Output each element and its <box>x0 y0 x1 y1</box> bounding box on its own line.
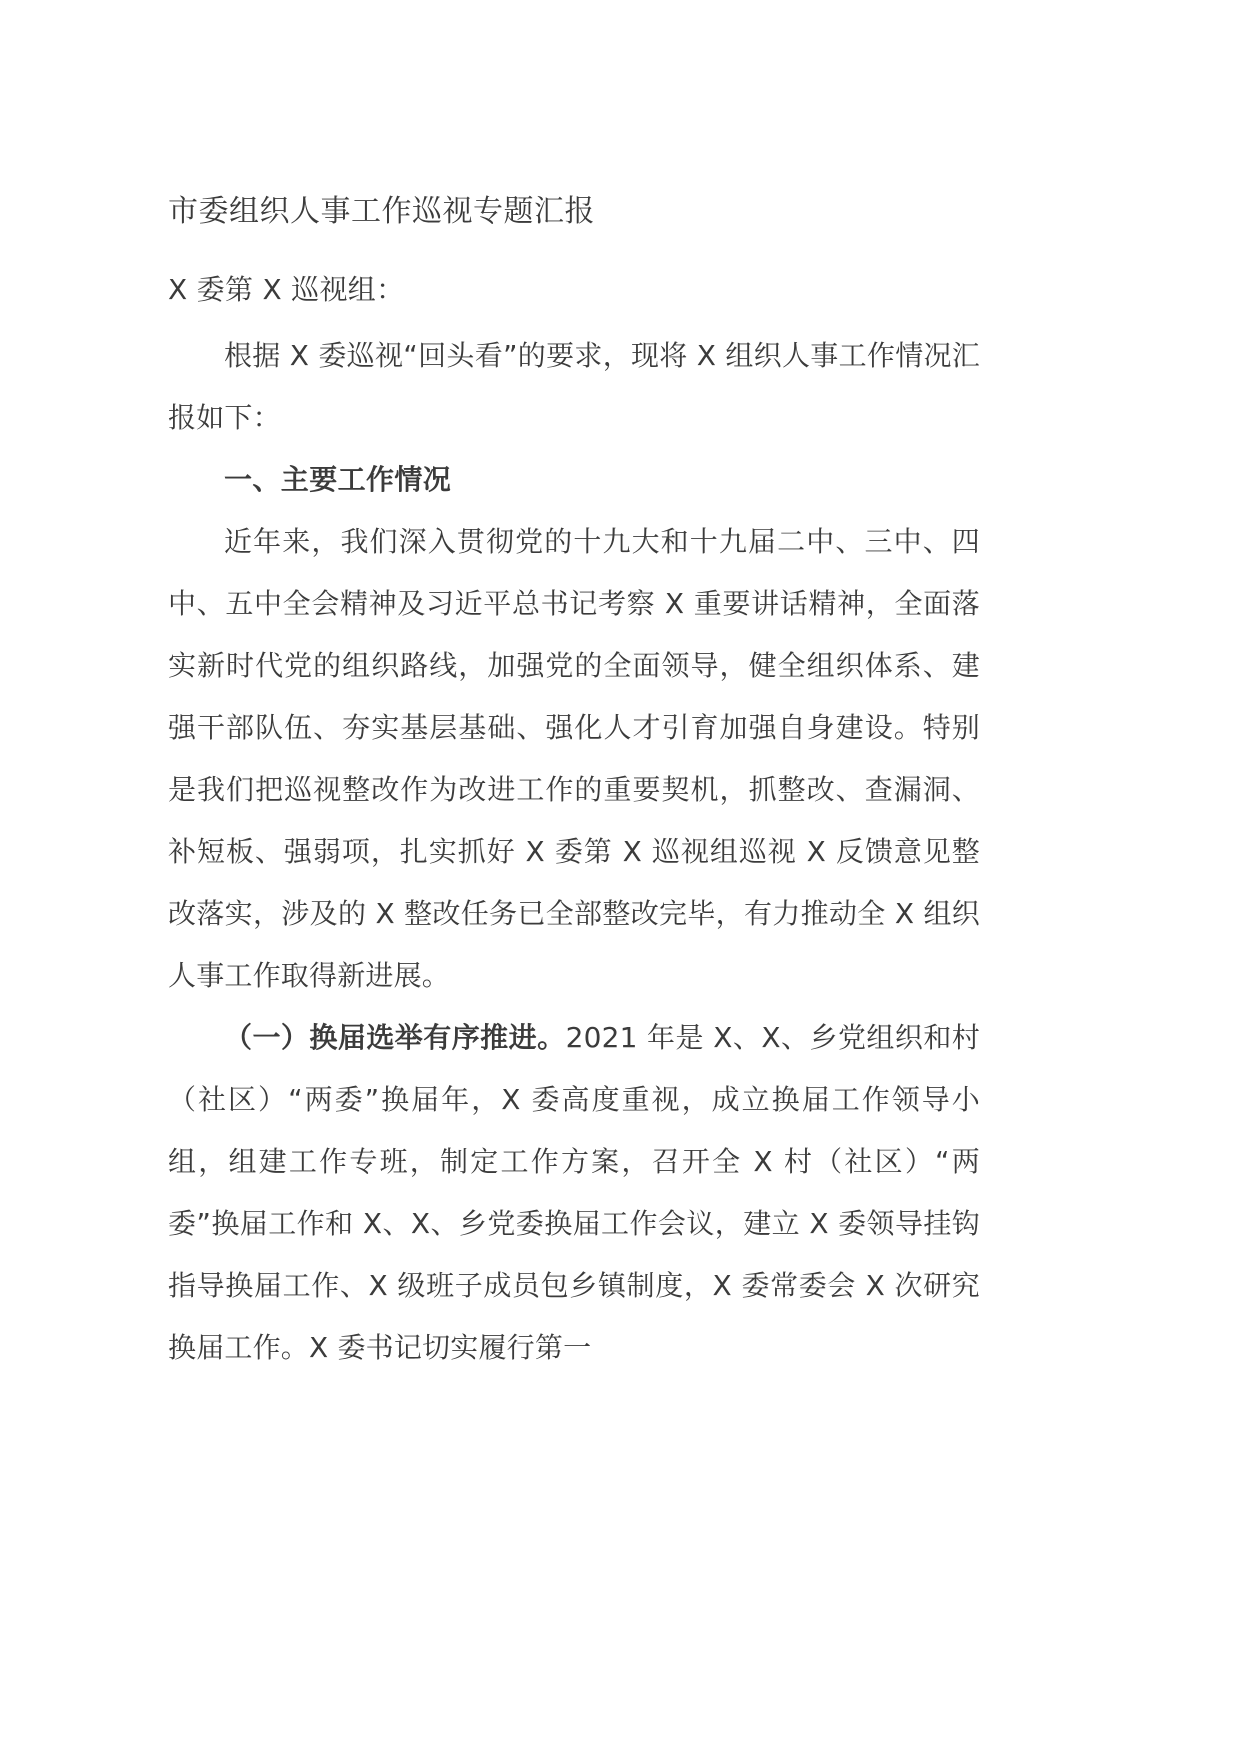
subsection-one-paragraph <box>168 1007 980 1379</box>
intro-paragraph: 根据 X 委巡视“回头看”的要求，现将 X 组织人事工作情况汇报如下： <box>168 339 980 434</box>
section-heading-one: 一、主要工作情况 <box>224 463 452 496</box>
section-one-paragraph: 近年来，我们深入贯彻党的十九大和十九届二中、三中、四中、五中全会精神及习近平总书记考察 X 重要讲话精神，全面落实新时代党的组织路线，加强党的全面领导，健全组织体系、建强干部队伍、夯实基层基础、强化人才引育加强自身建设。特别是我们把巡视整改作为改进工作的重要契机，抓整改、查漏洞、补短板、强弱项，扎实抓好 X 委第 X 巡视组巡视 X 反馈意见整改落实，涉及的 X 整改任务已全部整改完毕，有力推动全 X 组织人事工作取得新进展。 <box>168 525 980 992</box>
subsection-one-text: 2021 年是 X、X、乡党组织和村（社区）“两委”换届年，X 委高度重视，成立换届工作领导小组，组建工作专班，制定工作方案，召开全 X 村（社区）“两委”换届工作和 X、X、乡党委换届工作会议，建立 X 委领导挂钩指导换届工作、X 级班子成员包乡镇制度，X 委常委会 X 次研究换届工作。X 委书记切实履行第一 <box>168 1021 980 1364</box>
document-content <box>168 185 980 1379</box>
addressee-line: X 委第 X 巡视组： <box>168 273 405 306</box>
page-title: 市委组织人事工作巡视专题汇报 <box>168 194 595 229</box>
subsection-one-lead: （一）换届选举有序推进。 <box>224 1021 566 1054</box>
